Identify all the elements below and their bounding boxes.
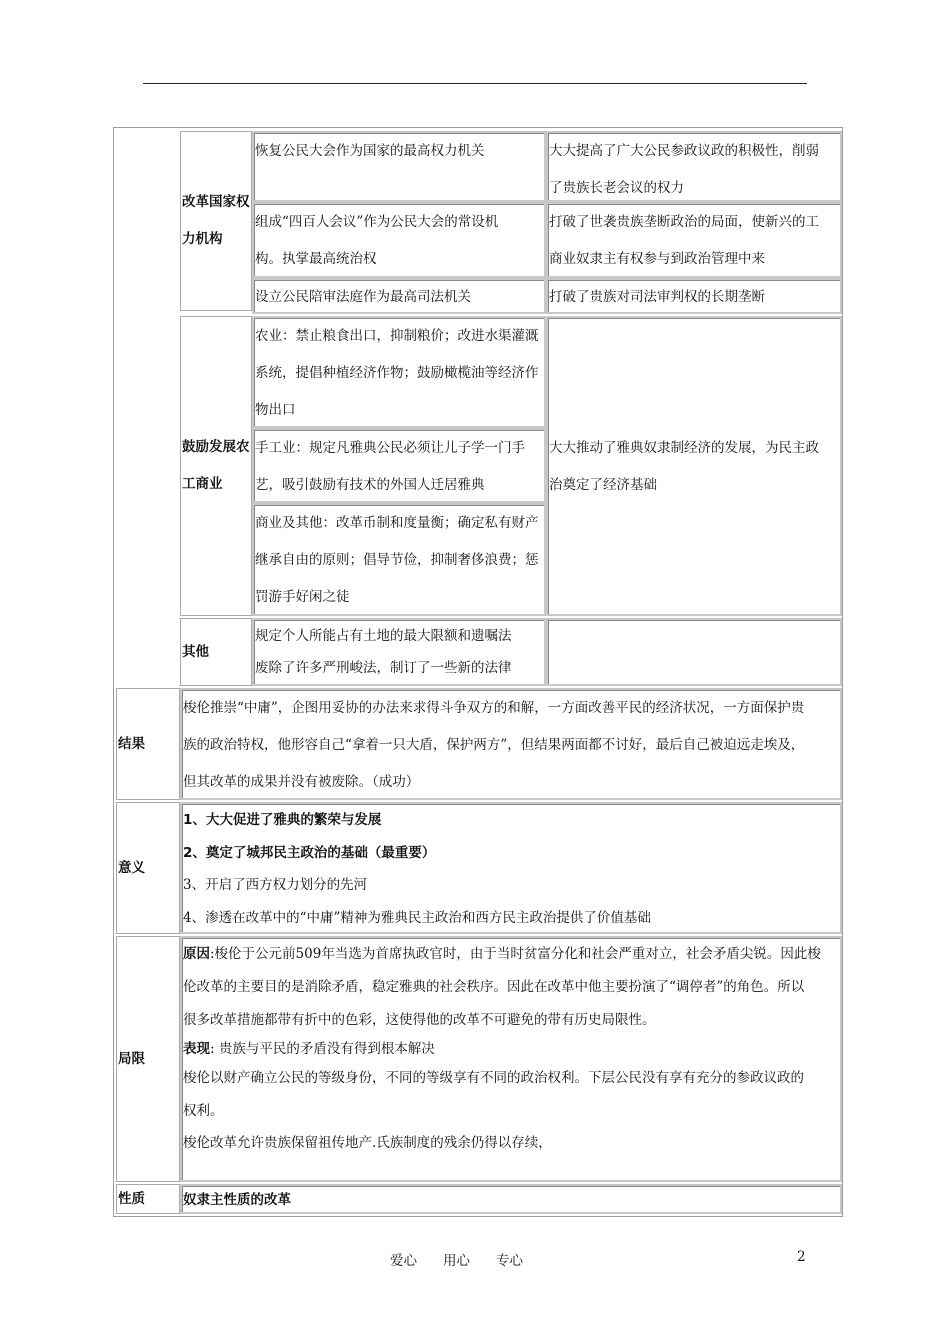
effect-cell [546,278,842,314]
limitation-line: 伦改革的主要目的是消除矛盾，稳定雅典的社会秩序。因此在改革中他主要扮演了“调停者”的角色。所以 [183,979,805,995]
label-significance: 意义 [116,802,180,934]
cause-label: 原因 [183,946,210,962]
result-content-cell [180,688,842,800]
effect-line: 治奠定了经济基础 [549,477,657,493]
measure-line: 构。执掌最高统治权 [255,251,377,267]
significance-line: 2、奠定了城邦民主政治的基础（最重要） [183,844,436,861]
significance-content-cell [180,802,842,934]
significance-line: 3、开启了西方权力划分的先河 [183,877,368,893]
limitation-line: 梭伦以财产确立公民的等级身份，不同的等级享有不同的政治权利。下层公民没有享有充分的参政议政的 [183,1070,804,1086]
effect-line: 大大推动了雅典奴隶制经济的发展，为民主政 [549,440,819,456]
measure-line: 设立公民陪审法庭作为最高司法机关 [255,289,471,305]
limitation-line: 权利。 [183,1103,224,1119]
footer-motto-item: 专心 [496,1253,523,1269]
result-line: 族的政治特权，他形容自己“拿着一只大盾，保护两方”，但结果两面都不讨好，最后自己被迫远走埃及， [183,737,805,753]
limitation-line: :梭伦于公元前509年当选为首席执政官时，由于当时贫富分化和社会严重对立，社会矛盾尖锐。因此梭 [210,946,821,962]
label-reform-power: 改革国家权力机构 [180,131,252,311]
footer-motto [390,1249,549,1269]
nature-content-cell: 奴隶主性质的改革 [180,1184,842,1214]
limitation-line: 很多改革措施都带有折中的色彩，这使得他的改革不可避免的带有历史局限性。 [183,1012,656,1028]
measure-line: 恢复公民大会作为国家的最高权力机关 [255,143,485,159]
other-empty-cell [546,618,842,686]
limitation-line: : 贵族与平民的矛盾没有得到根本解决 [210,1041,435,1057]
measure-cell [252,503,546,616]
measure-line: 继承自由的原则；倡导节俭，抑制奢侈浪费；惩 [255,552,539,568]
measure-line: 组成“四百人会议”作为公民大会的常设机 [255,214,499,230]
other-content-cell [252,618,546,686]
effect-line: 了贵族长老会议的权力 [549,180,684,196]
significance-line: 4、渗透在改革中的“中庸”精神为雅典民主政治和西方民主政治提供了价值基础 [183,909,651,926]
limitation-content-cell [180,936,842,1182]
footer-motto-item: 爱心 [390,1253,417,1269]
label-limitation: 局限 [116,936,180,1182]
effect-cell [546,131,842,202]
footer-motto-item: 用心 [443,1253,470,1269]
measure-cell [252,202,546,278]
measure-line: 商业及其他：改革币制和度量衡；确定私有财产 [255,515,539,531]
result-line: 但其改革的成果并没有被废除。（成功） [183,774,420,790]
label-other: 其他 [180,618,252,686]
measure-cell [252,428,546,503]
limitation-line: 梭伦改革允许贵族保留祖传地产.氏族制度的残余仍得以存续， [183,1135,552,1151]
page-number: 2 [797,1249,806,1265]
other-line: 废除了许多严刑峻法，制订了一些新的法律 [255,660,512,676]
effect-line: 打破了世袭贵族垄断政治的局面，使新兴的工 [549,214,819,230]
reform-table [113,127,843,1217]
label-nature: 性质 [116,1184,180,1214]
effect-line: 大大提高了广大公民参政议政的积极性，削弱 [549,143,819,159]
label-economy: 鼓励发展农工商业 [180,316,252,616]
effect-cell [546,316,842,616]
measure-cell [252,278,546,314]
effect-line: 打破了贵族对司法审判权的长期垄断 [549,289,765,305]
measure-line: 物出口 [255,402,296,418]
measure-cell [252,316,546,428]
other-line: 规定个人所能占有土地的最大限额和遗嘱法 [255,628,512,644]
measure-cell [252,131,546,202]
effect-cell [546,202,842,278]
label-result: 结果 [116,688,180,800]
measure-line: 系统，提倡种植经济作物；鼓励橄榄油等经济作 [255,365,539,381]
significance-line: 1、大大促进了雅典的繁荣与发展 [183,812,382,828]
header-rule [143,83,807,84]
effect-line: 商业奴隶主有权参与到政治管理中来 [549,251,765,267]
show-label: 表现 [183,1041,210,1057]
result-line: 梭伦推崇“中庸”，企图用妥协的办法来求得斗争双方的和解，一方面改善平民的经济状况，一方面保护贵 [183,700,805,716]
measure-line: 手工业：规定凡雅典公民必须让儿子学一门手 [255,440,525,456]
measure-line: 艺，吸引鼓励有技术的外国人迁居雅典 [255,477,485,493]
measure-line: 农业：禁止粮食出口，抑制粮价；改进水渠灌溉 [255,328,539,344]
measure-line: 罚游手好闲之徒 [255,589,350,605]
